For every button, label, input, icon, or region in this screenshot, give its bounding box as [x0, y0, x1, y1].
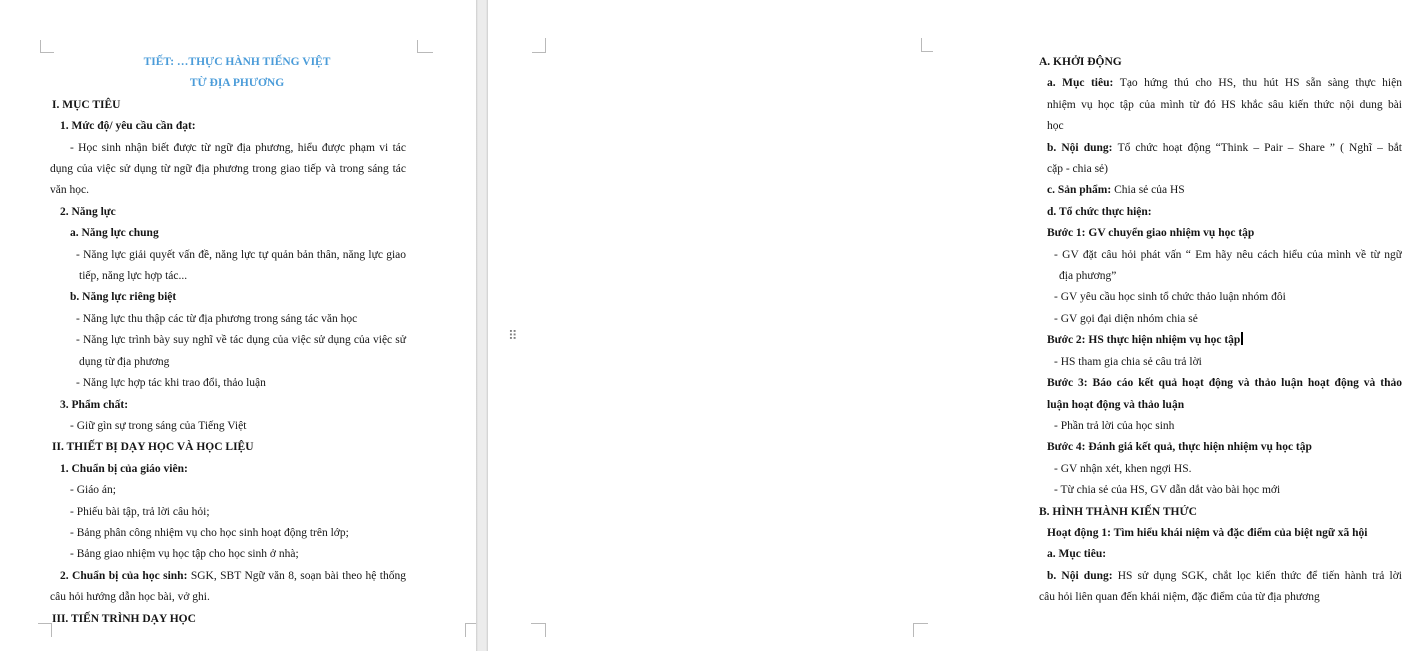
text-run: - Phiếu bài tập, trả lời câu hỏi;: [70, 505, 210, 518]
text-line[interactable]: [50, 352, 406, 373]
page-left[interactable]: [0, 0, 476, 651]
text-run: - Bảng phân công nhiệm vụ cho học sinh hoạt động trên lớp;: [70, 526, 349, 539]
text-line[interactable]: [50, 566, 406, 587]
bold-text-run: b. Nội dung:: [1047, 141, 1118, 154]
text-run: dụng từ địa phương: [79, 355, 170, 368]
text-line[interactable]: [1037, 502, 1402, 523]
text-line[interactable]: [50, 330, 406, 351]
crop-mark-top-left: [532, 38, 546, 53]
text-run: Tổ chức hoạt động “Think – Pair – Share ” ( Nghĩ – bắt: [1117, 141, 1402, 154]
bold-text-run: 3. Phẩm chất:: [60, 398, 129, 411]
text-run: - Giáo án;: [70, 484, 116, 497]
bold-text-run: Hoạt động 1: Tìm hiểu khái niệm và đặc điểm của biệt ngữ xã hội: [1047, 526, 1368, 539]
text-line[interactable]: [50, 309, 406, 330]
text-run: - HS tham gia chia sẻ câu trả lời: [1054, 355, 1202, 368]
text-run: - GV đặt câu hỏi phát vấn “ Em hãy nêu cách hiểu của mình về từ ngữ: [1054, 248, 1402, 261]
text-line[interactable]: [50, 245, 406, 266]
text-line[interactable]: [50, 266, 406, 287]
text-line[interactable]: [1037, 73, 1402, 94]
text-line[interactable]: [50, 180, 406, 201]
text-line[interactable]: [50, 373, 406, 394]
text-line[interactable]: [1037, 287, 1402, 308]
text-insertion-cursor: [1241, 332, 1243, 345]
text-run: - Năng lực giải quyết vấn đề, năng lực tự quản bản thân, năng lực giao: [76, 248, 406, 261]
text-line[interactable]: [50, 416, 406, 437]
text-line[interactable]: [50, 116, 406, 137]
bold-text-run: a. Năng lực chung: [70, 227, 159, 240]
text-line[interactable]: [1037, 309, 1402, 330]
text-line[interactable]: [1037, 138, 1402, 159]
page-right[interactable]: [488, 0, 1402, 651]
text-run: văn học.: [50, 184, 89, 197]
bold-text-run: d. Tổ chức thực hiện:: [1047, 205, 1152, 218]
text-run: - Năng lực thu thập các từ địa phương trong sáng tác văn học: [76, 312, 358, 325]
crop-mark-top-right: [417, 40, 433, 53]
crop-mark-bottom-right: [465, 623, 476, 637]
text-run: - GV yêu cầu học sinh tổ chức thảo luận nhóm đôi: [1054, 291, 1286, 304]
bold-text-run: 1. Mức độ/ yêu cầu cần đạt:: [60, 120, 196, 133]
text-run: - GV gọi đại diện nhóm chia sẻ: [1054, 312, 1198, 325]
text-line[interactable]: [50, 480, 406, 501]
text-line[interactable]: [50, 459, 406, 480]
text-run: - GV nhận xét, khen ngợi HS.: [1054, 462, 1192, 475]
text-line[interactable]: [50, 223, 406, 244]
crop-mark-bottom-left: [531, 623, 546, 637]
text-run: học: [1047, 120, 1064, 133]
text-line[interactable]: [1037, 330, 1402, 351]
text-run: câu hỏi liên quan đến khái niệm, đặc điểm của từ địa phương: [1039, 591, 1320, 604]
text-line[interactable]: [1037, 459, 1402, 480]
bold-text-run: TIẾT: …THỰC HÀNH TIẾNG VIỆT: [143, 56, 331, 68]
bold-text-run: Bước 3: Báo cáo kết quả hoạt động và thảo luận hoạt động và thảo: [1047, 377, 1402, 390]
text-line[interactable]: [1037, 245, 1402, 266]
text-line[interactable]: [50, 95, 406, 116]
text-line[interactable]: [50, 502, 406, 523]
text-line[interactable]: [1037, 566, 1402, 587]
crop-mark-top-right: [921, 38, 933, 52]
text-line[interactable]: [50, 609, 406, 630]
text-line[interactable]: [50, 202, 406, 223]
bold-text-run: I. MỤC TIÊU: [52, 98, 121, 111]
text-line[interactable]: [1037, 395, 1402, 416]
text-run: - Học sinh nhận biết được từ ngữ địa phương, hiểu được phạm vi tác: [70, 141, 406, 154]
text-run: HS sử dụng SGK, chắt lọc kiến thức để tiến hành trả lời: [1117, 569, 1402, 582]
text-line[interactable]: [1037, 202, 1402, 223]
text-line[interactable]: [1037, 544, 1402, 565]
text-line[interactable]: [1037, 480, 1402, 501]
page-right-text-block: [1037, 52, 1402, 609]
text-line[interactable]: [50, 287, 406, 308]
text-line[interactable]: [1037, 523, 1402, 544]
text-run: - Năng lực hợp tác khi trao đổi, thảo luận: [76, 377, 266, 390]
text-run: SGK, SBT Ngữ văn 8, soạn bài theo hệ thống: [190, 569, 406, 582]
page-left-text-block: [50, 52, 406, 630]
text-line[interactable]: [1037, 95, 1402, 116]
text-run: Chia sẻ của HS: [1114, 184, 1185, 197]
text-line[interactable]: [1037, 437, 1402, 458]
text-run: - Giữ gìn sự trong sáng của Tiếng Việt: [70, 419, 247, 432]
text-run: câu hỏi hướng dẫn học bài, vở ghi.: [50, 591, 210, 604]
text-line[interactable]: [1037, 116, 1402, 137]
text-line[interactable]: [50, 73, 406, 94]
text-line[interactable]: [50, 523, 406, 544]
page-gap: [476, 0, 488, 651]
text-line[interactable]: [1037, 587, 1402, 608]
text-line[interactable]: [50, 395, 406, 416]
bold-text-run: 1. Chuẩn bị của giáo viên:: [60, 462, 188, 475]
bold-text-run: a. Mục tiêu:: [1047, 548, 1107, 561]
bold-text-run: Bước 1: GV chuyển giao nhiệm vụ học tập: [1047, 227, 1255, 240]
text-run: dụng của việc sử dụng từ ngữ địa phương trong giao tiếp và trong sáng tác: [50, 163, 406, 176]
text-run: - Bảng giao nhiệm vụ học tập cho học sinh ở nhà;: [70, 548, 299, 561]
text-line[interactable]: [1037, 373, 1402, 394]
bold-text-run: Bước 4: Đánh giá kết quả, thực hiện nhiệm vụ học tập: [1047, 441, 1312, 454]
paragraph-drag-handle-icon[interactable]: ⠿: [508, 329, 518, 344]
text-run: địa phương”: [1059, 270, 1117, 283]
bold-text-run: a. Mục tiêu:: [1047, 77, 1120, 90]
text-run: - Phần trả lời của học sinh: [1054, 419, 1175, 432]
text-line[interactable]: [50, 138, 406, 159]
text-run: tiếp, năng lực hợp tác...: [79, 270, 188, 283]
bold-text-run: II. THIẾT BỊ DẠY HỌC VÀ HỌC LIỆU: [52, 441, 254, 454]
bold-text-run: c. Sản phẩm:: [1047, 184, 1115, 197]
text-line[interactable]: [50, 159, 406, 180]
text-line[interactable]: [1037, 266, 1402, 287]
bold-text-run: A. KHỞI ĐỘNG: [1039, 56, 1122, 68]
text-line[interactable]: [1037, 416, 1402, 437]
text-line[interactable]: [1037, 223, 1402, 244]
text-run: nhiệm vụ học tập của mình từ đó HS khắc sâu kiến thức nội dung bài: [1047, 98, 1402, 111]
crop-mark-bottom-right: [913, 623, 928, 637]
bold-text-run: 2. Chuẩn bị của học sinh:: [60, 569, 191, 582]
bold-text-run: b. Năng lực riêng biệt: [70, 291, 177, 304]
text-run: cặp - chia sẻ): [1047, 163, 1108, 176]
bold-text-run: b. Nội dung:: [1047, 569, 1118, 582]
text-line[interactable]: [1037, 159, 1402, 180]
text-run: - Từ chia sẻ của HS, GV dẫn dắt vào bài học mới: [1054, 484, 1281, 497]
bold-text-run: III. TIẾN TRÌNH DẠY HỌC: [52, 612, 196, 625]
text-line[interactable]: [50, 587, 406, 608]
text-line[interactable]: [50, 544, 406, 565]
text-line[interactable]: [50, 52, 406, 73]
text-run: Tạo hứng thú cho HS, thu hút HS sẵn sàng thực hiện: [1119, 77, 1402, 90]
text-line[interactable]: [1037, 352, 1402, 373]
text-line[interactable]: [50, 437, 406, 458]
text-line[interactable]: [1037, 180, 1402, 201]
bold-text-run: TỪ ĐỊA PHƯƠNG: [189, 77, 285, 90]
bold-text-run: luận hoạt động và thảo luận: [1047, 398, 1185, 411]
text-run: - Năng lực trình bày suy nghĩ về tác dụng của việc sử dụng của việc sử: [76, 334, 406, 347]
bold-text-run: B. HÌNH THÀNH KIẾN THỨC: [1039, 505, 1197, 518]
bold-text-run: 2. Năng lực: [60, 205, 116, 218]
bold-text-run: Bước 2: HS thực hiện nhiệm vụ học tập: [1047, 334, 1241, 347]
text-line[interactable]: [1037, 52, 1402, 73]
